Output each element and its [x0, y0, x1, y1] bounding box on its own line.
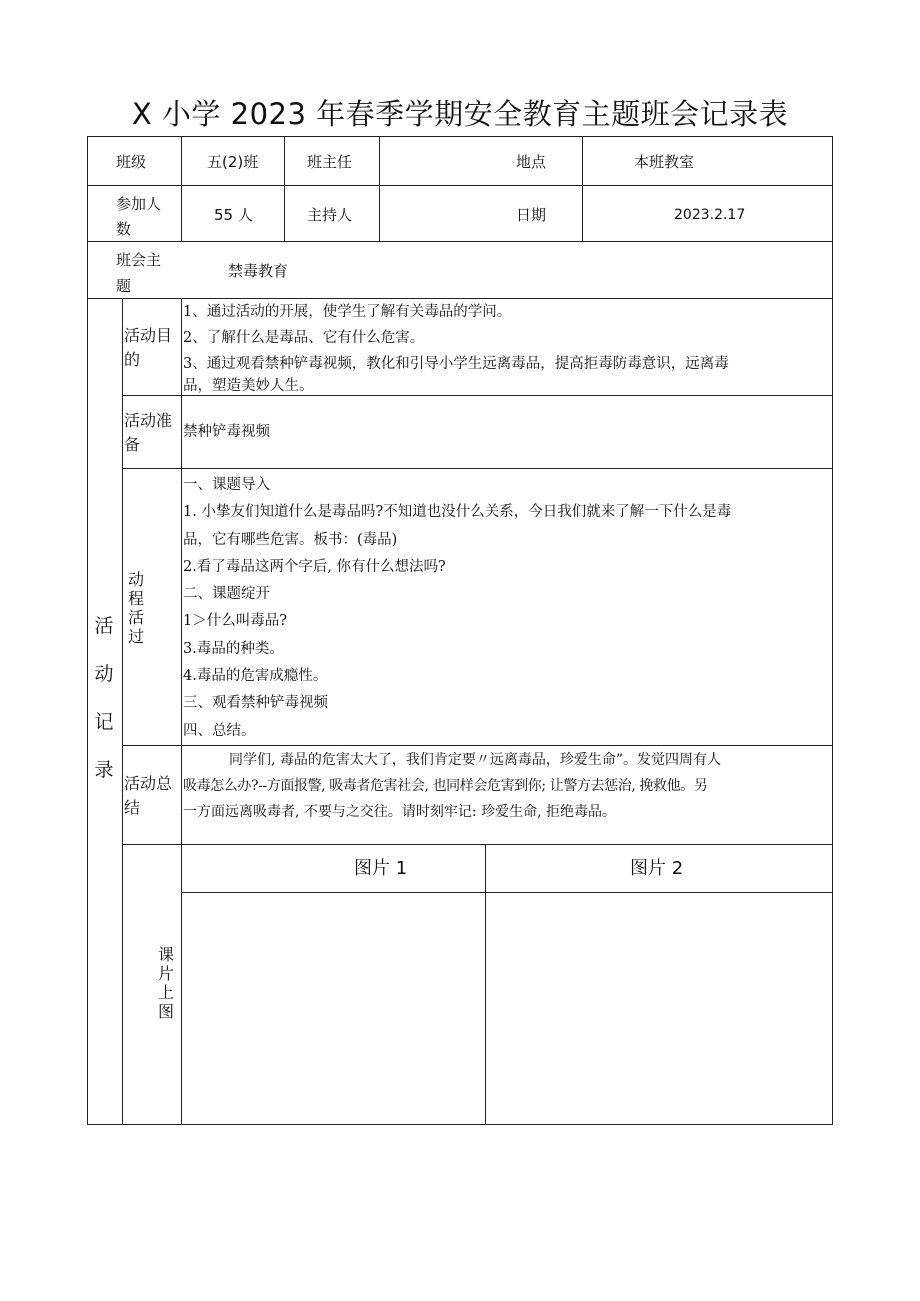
location-value: 本班教室	[634, 153, 695, 171]
class-label: 班级	[116, 153, 147, 171]
summary-line: 一方面远离吸毒者, 不要与之交往。请时刻牢记: 珍爱生命, 拒绝毒品。	[183, 804, 616, 820]
side-char: 动	[94, 663, 114, 685]
process-line: 4.毒品的危害成瘾性。	[183, 668, 328, 685]
side-char: 录	[94, 759, 114, 781]
photo-2-header: 图片 2	[630, 858, 684, 879]
photos-label-char: 图	[157, 1002, 174, 1021]
goal-line: 3、通过观看禁种铲毒视频，教化和引导小学生远离毒品，提高拒毒防毒意识，远离毒	[183, 356, 729, 372]
goal-label-cont: 的	[124, 350, 141, 369]
process-label-char: 程	[127, 589, 144, 608]
goal-line: 2、了解什么是毒品、它有什么危害。	[183, 330, 425, 346]
goal-line: 品，塑造美妙人生。	[183, 378, 314, 394]
col-divider	[379, 136, 380, 241]
process-line: 品，它有哪些危害。板书：(毒品)	[183, 531, 398, 548]
process-line: 1. 小挚友们知道什么是毒品吗?不知道也没什么关系，今日我们就来了解一下什么是毒	[183, 504, 732, 521]
photos-label	[155, 945, 177, 1021]
date-value: 2023.2.17	[674, 207, 746, 223]
prep-label-cont: 备	[124, 435, 141, 454]
table-border-right	[832, 136, 833, 1124]
photo-1-slot	[182, 893, 484, 1123]
process-line: 1＞什么叫毒品?	[183, 613, 287, 630]
row-divider	[87, 241, 833, 242]
row-divider	[122, 468, 833, 469]
process-line: 一、课题导入	[183, 477, 270, 493]
side-char: 活	[94, 615, 114, 637]
process-label-char: 过	[127, 627, 144, 646]
goal-label: 活动目	[124, 326, 173, 345]
table-border-left	[87, 136, 88, 1124]
row-divider	[87, 185, 833, 186]
table-border-top	[87, 136, 833, 137]
summary-label-cont: 结	[124, 798, 141, 817]
summary-line: 吸毒怎么办?--方面报警, 吸毒者危害社会, 也同样会危害到你; 让警方去惩治, 挽救他。另	[183, 778, 708, 794]
col-divider	[582, 136, 583, 241]
attendees-label: 参加人	[116, 195, 162, 213]
prep-label: 活动准	[124, 411, 173, 430]
page-title: X 小学 2023 年春季学期安全教育主题班会记录表	[131, 97, 789, 131]
photo-1-header: 图片 1	[354, 858, 408, 879]
photo-2-slot	[486, 893, 831, 1123]
process-line: 2.看了毒品这两个字后, 你有什么想法吗?	[183, 558, 446, 575]
goal-line: 1、通过活动的开展，使学生了解有关毒品的学问。	[183, 304, 512, 320]
photos-label-char: 片	[157, 964, 174, 983]
col-divider	[181, 136, 182, 241]
col-divider	[284, 136, 285, 241]
location-label: 地点	[516, 153, 547, 171]
process-label	[125, 570, 147, 646]
class-value: 五(2)班	[207, 153, 259, 171]
photos-label-char: 上	[157, 983, 174, 1002]
summary-content	[183, 747, 721, 825]
photos-label-char: 课	[157, 945, 174, 964]
process-label-char: 活	[127, 608, 144, 627]
attendees-label-cont: 数	[116, 220, 132, 238]
row-divider	[122, 745, 833, 746]
goal-content	[183, 299, 729, 399]
process-label-char: 动	[127, 570, 144, 589]
process-line: 3.毒品的种类。	[183, 640, 284, 657]
table-border-bottom	[87, 1124, 833, 1125]
row-divider	[122, 844, 833, 845]
theme-label-cont: 题	[116, 277, 132, 295]
teacher-label: 班主任	[307, 153, 353, 171]
process-content	[183, 472, 731, 745]
date-label: 日期	[516, 206, 547, 224]
theme-value: 禁毒教育	[228, 262, 289, 280]
process-line: 二、课题绽开	[183, 586, 270, 603]
process-line: 三、观看禁种铲毒视频	[183, 695, 328, 712]
side-char: 记	[94, 711, 114, 733]
col-divider	[122, 298, 123, 1124]
record-side-label	[92, 602, 116, 794]
theme-label: 班会主	[116, 251, 162, 269]
process-line: 四、总结。	[183, 722, 256, 739]
prep-content: 禁种铲毒视频	[183, 424, 270, 440]
summary-line: 同学们, 毒品的危害太大了，我们肯定要〃远离毒品，珍爱生命”。发觉四周有人	[229, 752, 722, 768]
host-label: 主持人	[307, 206, 353, 224]
attendees-value: 55 人	[214, 206, 253, 224]
summary-label: 活动总	[124, 774, 173, 793]
